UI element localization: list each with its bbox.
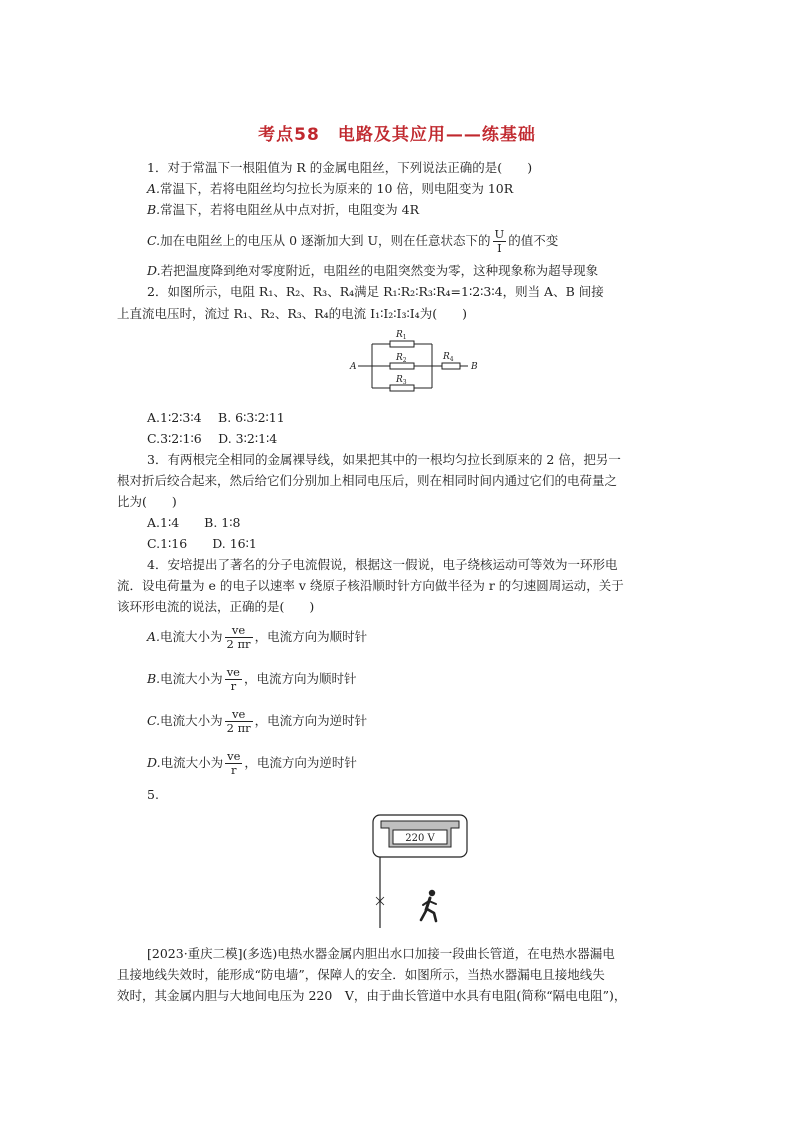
option-text: 加在电阻丝上的电压从 0 逐渐加大到 U，则在任意状态下的 bbox=[160, 233, 491, 248]
option-label: C. bbox=[147, 233, 161, 248]
fraction-current bbox=[225, 750, 242, 777]
option-label: B. bbox=[147, 671, 161, 686]
fraction-numerator: ve bbox=[227, 749, 241, 763]
q5-stem-line-1: [2023·重庆二模](多选)电热水器金属内胆出水口加接一段曲长管道，在电热水器漏电 bbox=[147, 946, 615, 961]
fraction-u-over-i bbox=[493, 228, 507, 255]
q1-option-a bbox=[147, 181, 513, 197]
option-text: 电流大小为 bbox=[160, 755, 224, 770]
fraction-denominator: 2 πr bbox=[226, 637, 251, 651]
q4-stem-line-2: 流．设电荷量为 e 的电子以速率 v 绕原子核沿顺时针方向做半径为 r 的匀速圆周运动，关于 bbox=[117, 578, 624, 593]
fraction-numerator: ve bbox=[226, 665, 240, 679]
page-title: 考点58 电路及其应用——练基础 bbox=[258, 125, 536, 145]
terminal-a-label: A bbox=[350, 362, 357, 372]
resistor-r1-label: $R_1$ bbox=[396, 330, 407, 341]
q1-option-d bbox=[147, 263, 598, 279]
fraction-current bbox=[225, 666, 242, 693]
fraction-numerator: ve bbox=[225, 624, 253, 638]
option-text: ，电流方向为逆时针 bbox=[254, 713, 368, 728]
q3-stem-line-2: 根对折后绞合起来，然后给它们分别加上相同电压后，则在相同时间内通过它们的电荷量之 bbox=[117, 473, 618, 488]
q1-option-b bbox=[147, 202, 419, 218]
q1-stem: 1．对于常温下一根阻值为 R 的金属电阻丝，下列说法正确的是( ) bbox=[147, 160, 533, 175]
option-text: 电流大小为 bbox=[160, 713, 223, 728]
q4-stem-line-1: 4．安培提出了著名的分子电流假说，根据这一假说，电子绕核运动可等效为一环形电 bbox=[147, 557, 618, 572]
option-text: 若把温度降到绝对零度附近，电阻丝的电阻突然变为零，这种现象称为超导现象 bbox=[160, 263, 599, 278]
option-text: ，电流方向为顺时针 bbox=[244, 671, 357, 686]
q4-option-d bbox=[147, 750, 357, 777]
walking-person-icon bbox=[421, 890, 436, 921]
q2-options-cd: C.3∶2∶1∶6 D. 3∶2∶1∶4 bbox=[147, 431, 278, 446]
q5-water-heater-diagram bbox=[360, 812, 480, 932]
q4-option-c bbox=[147, 708, 367, 735]
q3-stem-line-1: 3．有两根完全相同的金属裸导线，如果把其中的一根均匀拉长到原来的 2 倍，把另一 bbox=[147, 452, 621, 467]
fraction-current bbox=[225, 708, 253, 735]
q3-options-cd: C.1∶16 D. 16∶1 bbox=[147, 536, 257, 551]
q5-number: 5. bbox=[147, 787, 159, 802]
q4-option-a bbox=[147, 624, 367, 651]
q3-stem-line-3: 比为( ) bbox=[117, 494, 177, 509]
q2-options-ab: A.1∶2∶3∶4 B. 6∶3∶2∶11 bbox=[147, 410, 285, 425]
option-text: 常温下，若将电阻丝从中点对折，电阻变为 4R bbox=[160, 202, 420, 217]
q2-stem-line-2: 上直流电压时，流过 R₁、R₂、R₃、R₄的电流 I₁∶I₂∶I₃∶I₄为( ) bbox=[117, 306, 467, 321]
resistor-r4-label: $R_4$ bbox=[443, 352, 454, 363]
fraction-numerator: U bbox=[494, 227, 505, 241]
fraction-denominator: I bbox=[497, 241, 502, 255]
option-label: D. bbox=[147, 755, 161, 770]
terminal-b-label: B bbox=[471, 362, 478, 372]
option-label: A. bbox=[147, 181, 161, 196]
fraction-denominator: 2 πr bbox=[226, 721, 251, 735]
option-text: 电流大小为 bbox=[160, 629, 223, 644]
option-text: 常温下，若将电阻丝均匀拉长为原来的 10 倍，则电阻变为 10R bbox=[160, 181, 514, 196]
option-text: 的值不变 bbox=[508, 233, 559, 248]
q3-options-ab: A.1∶4 B. 1∶8 bbox=[147, 515, 241, 530]
q5-stem-line-3: 效时，其金属内胆与大地间电压为 220 V，由于曲长管道中水具有电阻(简称“隔电电阻”)， bbox=[117, 988, 627, 1003]
q2-circuit-diagram bbox=[340, 328, 490, 400]
q4-option-b bbox=[147, 666, 357, 693]
q4-stem-line-3: 该环形电流的说法，正确的是( ) bbox=[117, 599, 315, 614]
voltage-label: 220 V bbox=[405, 833, 435, 844]
fraction-denominator: r bbox=[230, 763, 237, 777]
resistor-r2-label: $R_2$ bbox=[396, 353, 407, 364]
fraction-denominator: r bbox=[230, 679, 237, 693]
option-text: 电流大小为 bbox=[160, 671, 223, 686]
option-label: C. bbox=[147, 713, 161, 728]
q1-option-c bbox=[147, 228, 558, 255]
resistor-r3-label: $R_3$ bbox=[396, 375, 407, 386]
option-text: ，电流方向为逆时针 bbox=[244, 755, 357, 770]
option-label: D. bbox=[147, 263, 161, 278]
option-label: A. bbox=[147, 629, 161, 644]
fraction-current bbox=[225, 624, 253, 651]
option-text: ，电流方向为顺时针 bbox=[254, 629, 368, 644]
q5-stem-line-2: 且接地线失效时，能形成“防电墙”，保障人的安全．如图所示，当热水器漏电且接地线失 bbox=[117, 967, 605, 982]
fraction-numerator: ve bbox=[225, 708, 253, 722]
option-label: B. bbox=[147, 202, 161, 217]
q2-stem-line-1: 2．如图所示，电阻 R₁、R₂、R₃、R₄满足 R₁∶R₂∶R₃∶R₄=1∶2∶3∶4，则当 A、B 间接 bbox=[147, 284, 604, 299]
